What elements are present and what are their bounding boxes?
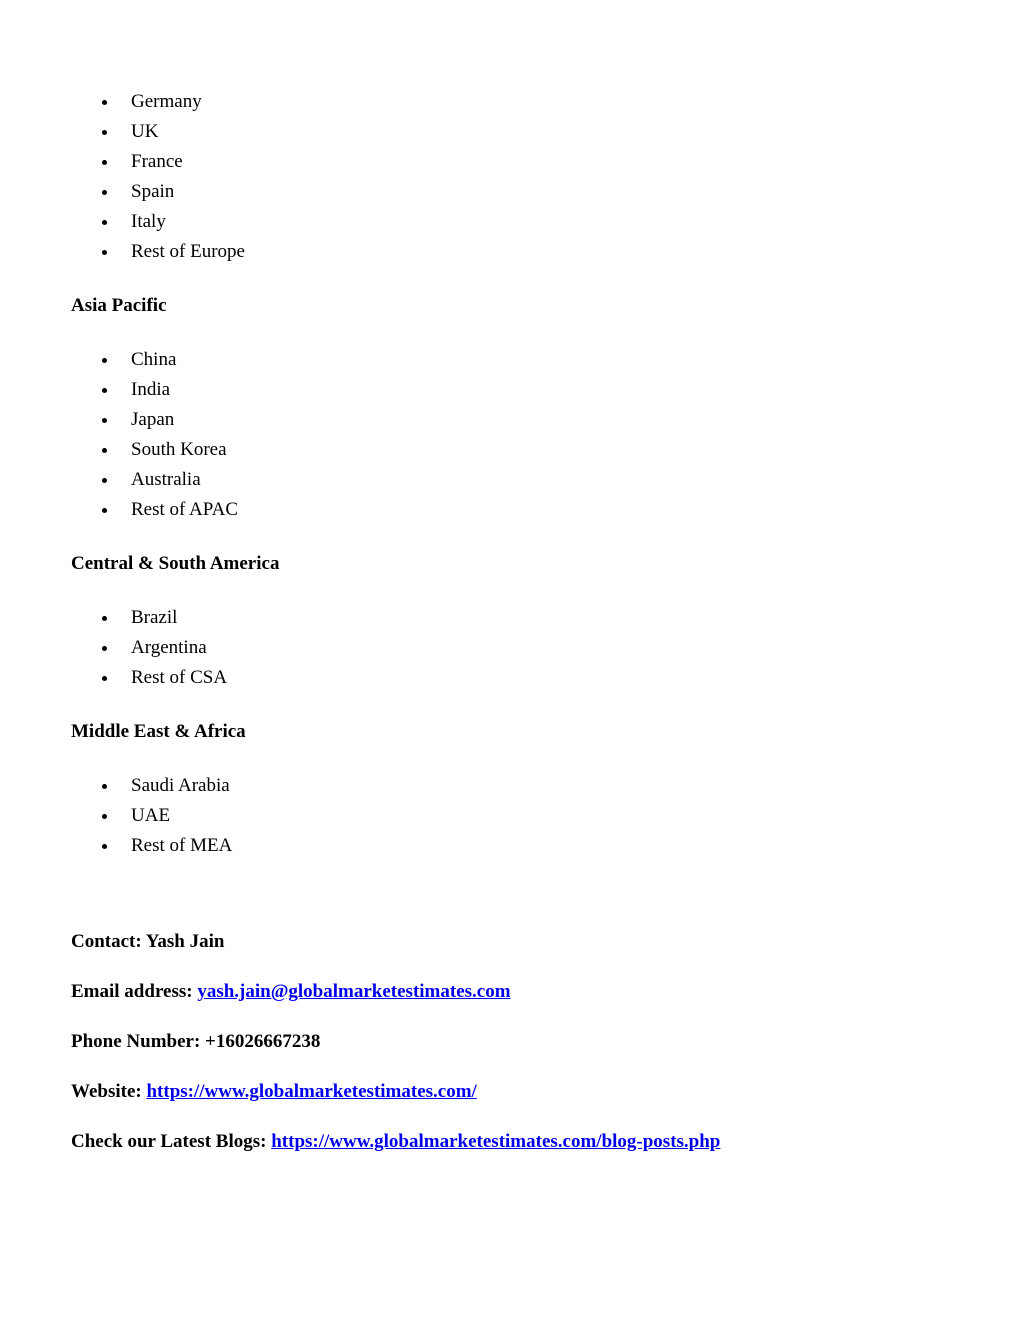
list-item-label: Germany [131,91,202,112]
bullet-icon [102,844,107,849]
website-label: Website: [71,1081,147,1102]
contact-name: Contact: Yash Jain [71,931,225,952]
list-item [0,147,245,177]
email-link[interactable]: yash.jain@globalmarketestimates.com [197,981,511,1002]
phone-number: Phone Number: +16026667238 [71,1031,321,1052]
list-item-label: South Korea [131,439,227,460]
list-item-label: France [131,151,183,172]
bullet-icon [102,388,107,393]
bullet-icon [102,676,107,681]
bullet-icon [102,358,107,363]
list-item-label: Italy [131,211,166,232]
blogs-label: Check our Latest Blogs: [71,1131,272,1152]
bullet-icon [102,418,107,423]
email-label: Email address: [71,981,198,1002]
list-item [0,465,238,495]
bullet-icon [102,100,107,105]
list-item-label: UAE [131,805,171,826]
europe-country-list [0,87,245,267]
section-heading-asia-pacific: Asia Pacific [71,295,167,316]
list-item-label: Rest of CSA [131,667,228,688]
email-line [71,980,511,1004]
bullet-icon [102,448,107,453]
list-item [0,603,227,633]
website-line [71,1080,477,1104]
list-item-label: Rest of MEA [131,835,233,856]
mea-country-list [0,771,232,861]
section-heading-middle-east-africa: Middle East & Africa [71,721,246,742]
list-item [0,663,227,693]
csa-country-list [0,603,227,693]
bullet-icon [102,814,107,819]
bullet-icon [102,250,107,255]
blogs-line [71,1130,720,1154]
list-item-label: Brazil [131,607,178,628]
bullet-icon [102,508,107,513]
list-item [0,831,232,861]
bullet-icon [102,784,107,789]
list-item-label: UK [131,121,159,142]
bullet-icon [102,616,107,621]
list-item [0,345,238,375]
bullet-icon [102,130,107,135]
bullet-icon [102,220,107,225]
list-item [0,207,245,237]
bullet-icon [102,190,107,195]
list-item-label: Argentina [131,637,207,658]
asia-pacific-country-list [0,345,238,525]
list-item [0,801,232,831]
list-item-label: Spain [131,181,175,202]
list-item-label: Australia [131,469,201,490]
list-item [0,633,227,663]
list-item [0,237,245,267]
list-item-label: Japan [131,409,175,430]
blogs-link[interactable]: https://www.globalmarketestimates.com/blog-posts.php [271,1131,721,1152]
list-item-label: Rest of APAC [131,499,238,520]
list-item-label: Saudi Arabia [131,775,230,796]
bullet-icon [102,160,107,165]
list-item [0,375,238,405]
list-item-label: China [131,349,177,370]
list-item [0,117,245,147]
section-heading-central-south-america: Central & South America [71,553,280,574]
bullet-icon [102,478,107,483]
list-item [0,87,245,117]
list-item [0,771,232,801]
list-item-label: India [131,379,171,400]
bullet-icon [102,646,107,651]
list-item [0,405,238,435]
list-item-label: Rest of Europe [131,241,245,262]
list-item [0,495,238,525]
website-link[interactable]: https://www.globalmarketestimates.com/ [146,1081,477,1102]
list-item [0,435,238,465]
list-item [0,177,245,207]
